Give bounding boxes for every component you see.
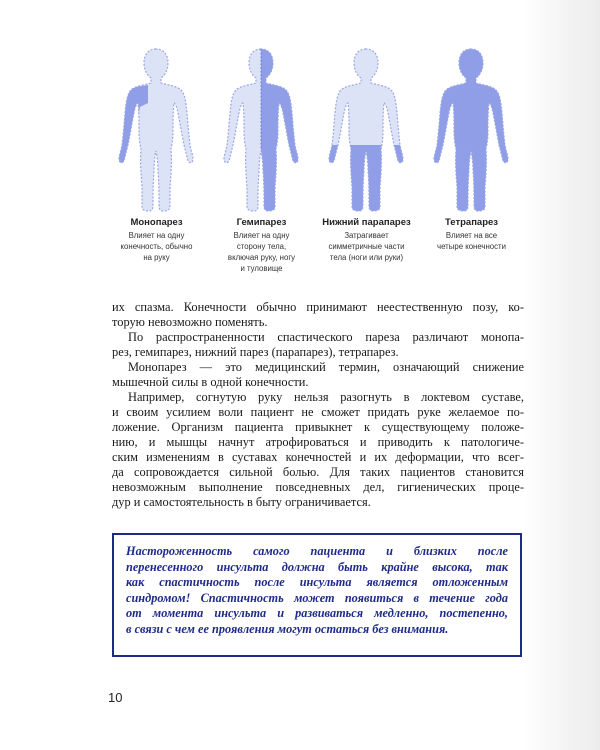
body-line: дур и самостоятельность в быту ограничивается. — [112, 495, 371, 509]
body-fill — [434, 49, 508, 211]
caption-title: Монопарез — [130, 217, 183, 228]
body-line: По распространенности спастического пареза различают монопа- — [128, 330, 524, 344]
callout-line: перенесенного инсульта должна быть крайне высока, так — [126, 559, 508, 574]
caption-monoparesis — [104, 217, 209, 263]
body-line: ложение. Организм пациента привыкнет к существующему положе- — [112, 420, 524, 434]
page-gutter-shade — [522, 0, 600, 750]
paresis-figures — [104, 45, 524, 285]
figure-hemiparesis — [209, 45, 314, 285]
body-line: торую невозможно поменять. — [112, 315, 268, 329]
body-line: Например, согнутую руку нельзя разогнуть в локтевом суставе, — [128, 390, 524, 404]
body-line: невозможным выполнение повседневных дел, гигиенических проце- — [112, 480, 524, 494]
body-silhouette-paraparesis — [314, 45, 419, 215]
caption-paraparesis — [314, 217, 419, 263]
caption-hemiparesis — [209, 217, 314, 274]
body-line: Монопарез — это медицинский термин, означающий снижение — [128, 360, 524, 374]
caption-title: Тетрапарез — [444, 217, 499, 228]
figure-monoparesis — [104, 45, 209, 285]
figure-lower-paraparesis — [314, 45, 419, 285]
caption-description: Влияет на одну конечность, обычно на руку — [120, 231, 193, 262]
page-number: 10 — [108, 690, 123, 705]
body-silhouette-tetraparesis — [419, 45, 524, 215]
body-line: ским изменениям в суставах конечностей и их деформации, что всег- — [112, 450, 524, 464]
body-fill — [329, 49, 403, 211]
body-line: их спазма. Конечности обычно принимают неестественную позу, ко- — [112, 300, 524, 314]
warning-callout-box — [112, 533, 522, 657]
caption-description: Влияет на все четыре конечности — [437, 231, 506, 251]
body-line: мышечной силы в одной конечности. — [112, 375, 309, 389]
figure-tetraparesis — [419, 45, 524, 285]
body-line: нию, и мышцы начнут атрофироваться и приводить к патологиче- — [112, 435, 524, 449]
callout-line: как спастичность после инсульта является отложенным — [126, 575, 508, 589]
body-silhouette-monoparesis — [104, 45, 209, 215]
affected-region — [261, 45, 314, 215]
callout-line: в связи с чем ее проявления могут остаться без внимания. — [126, 621, 449, 636]
callout-line: синдромом! Спастичность может появиться в течение года — [126, 590, 508, 605]
caption-title: Нижний парапарез — [322, 217, 411, 228]
callout-line: от момента инсульта и развиваться медленно, постепенно, — [126, 606, 508, 620]
caption-description: Затрагивает симметричные части тела (ноги или руки) — [328, 231, 405, 262]
body-line: и своим усилием воли пациент не сможет придать руке желаемое по- — [112, 405, 524, 419]
body-line: рез, гемипарез, нижний парез (парапарез), тетрапарез. — [112, 345, 399, 359]
caption-tetraparesis — [419, 217, 524, 252]
caption-description: Влияет на одну сторону тела, включая руку, ногу и туловище — [227, 231, 296, 273]
caption-title: Гемипарез — [236, 217, 287, 228]
body-line: да сопровождается сильной болью. Для таких пациентов становится — [112, 465, 524, 479]
body-text — [112, 300, 524, 510]
callout-line: Настороженность самого пациента и близких после — [126, 544, 508, 558]
body-silhouette-hemiparesis — [209, 45, 314, 215]
